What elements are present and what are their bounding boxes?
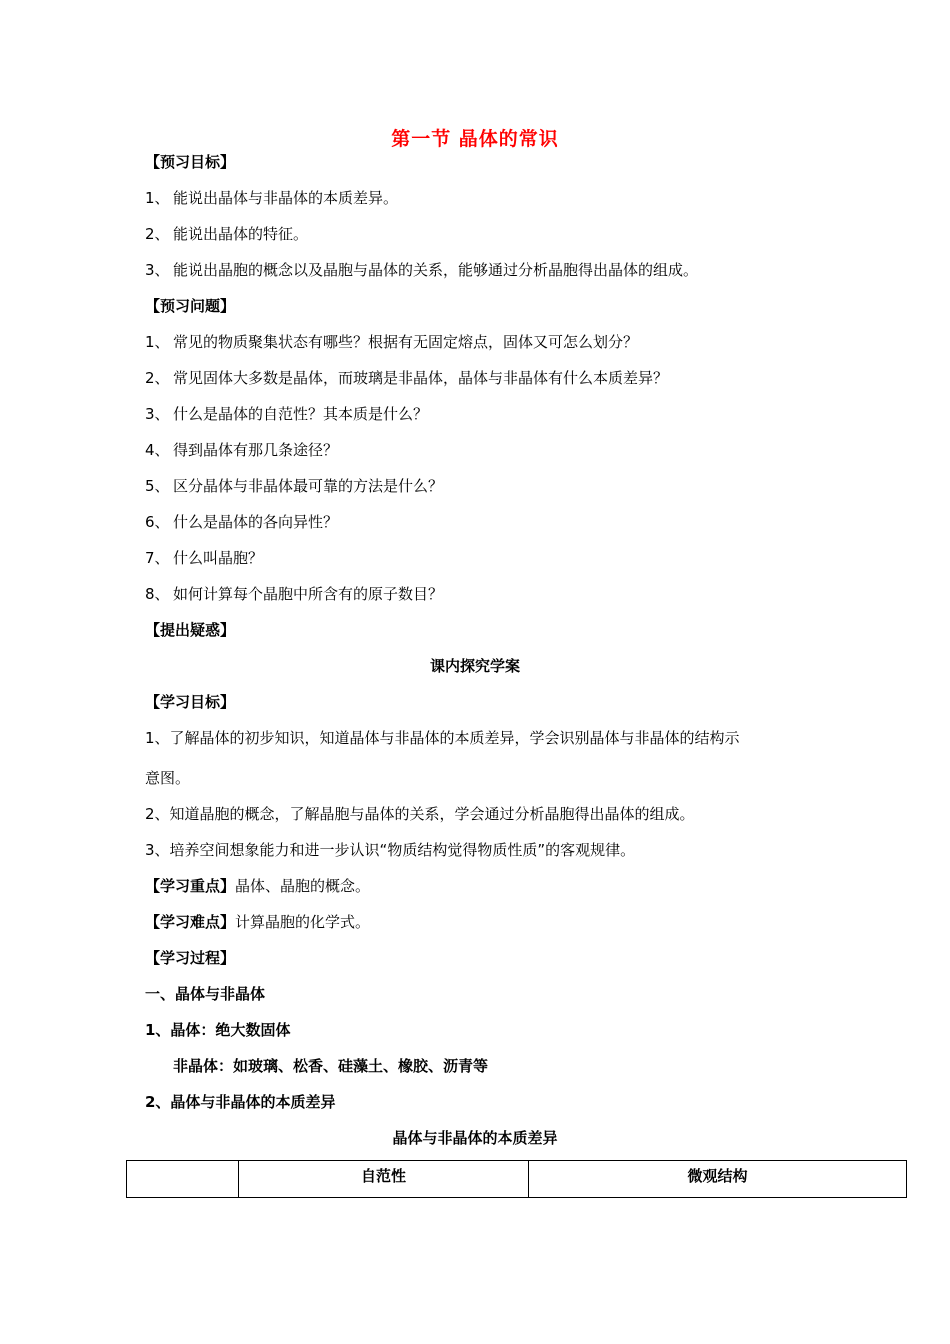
key-points-text: 晶体、晶胞的概念。 [235,877,371,895]
learning-goals-heading: 【学习目标】 [145,693,236,711]
preview-goals-heading: 【预习目标】 [145,153,236,171]
header-microstructure: 微观结构 [687,1167,748,1185]
item-text: 能说出晶胞的概念以及晶胞与晶体的关系，能够通过分析晶胞得出晶体的组成。 [173,261,699,279]
item-number: 6、 [145,513,170,531]
preview-goal-item [145,260,698,280]
difficult-points-heading: 【学习难点】 [145,913,236,931]
process-heading: 【学习过程】 [145,949,236,967]
item-text: 常见的物质聚集状态有哪些？根据有无固定熔点，固体又可怎么划分？ [173,333,639,351]
item-number: 3、 [145,405,170,423]
item-text: 得到晶体有那几条途径？ [173,441,339,459]
preview-question-item [145,440,338,460]
difficult-points-text: 计算晶胞的化学式。 [235,913,371,931]
inclass-title: 课内探究学案 [429,657,520,675]
item-number: 3、 [145,261,170,279]
comparison-table [126,1160,907,1198]
item-text: 如何计算每个晶胞中所含有的原子数目？ [173,585,444,603]
learning-goal-item: 1、了解晶体的初步知识，知道晶体与非晶体的本质差异，学会识别晶体与非晶体的结构示 [145,729,740,747]
item-number: 5、 [145,477,170,495]
item-number: 8、 [145,585,170,603]
preview-question-item [145,584,443,604]
process-subitem: 非晶体：如玻璃、松香、硅藻土、橡胶、沥青等 [173,1057,489,1075]
item-text: 能说出晶体的特征。 [173,225,309,243]
item-number: 2、 [145,369,170,387]
table-header-cell [239,1161,529,1198]
table-caption: 晶体与非晶体的本质差异 [392,1129,558,1147]
difficult-points [145,912,370,932]
item-text: 常见固体大多数是晶体，而玻璃是非晶体，晶体与非晶体有什么本质差异？ [173,369,669,387]
item-number: 2、 [145,225,170,243]
key-points-heading: 【学习重点】 [145,877,236,895]
item-text: 能说出晶体与非晶体的本质差异。 [173,189,399,207]
learning-goal-item-continued: 意图。 [145,769,191,787]
learning-goal-item: 2、知道晶胞的概念，了解晶胞与晶体的关系，学会通过分析晶胞得出晶体的组成。 [145,805,695,823]
preview-question-item [145,512,338,532]
item-text: 什么叫晶胞？ [173,549,264,567]
key-points [145,876,370,896]
item-number: 1、 [145,333,170,351]
preview-question-item [145,404,428,424]
item-number: 1、 [145,189,170,207]
item-text: 什么是晶体的自范性？其本质是什么？ [173,405,429,423]
item-number: 7、 [145,549,170,567]
learning-goal-item: 3、培养空间想象能力和进一步认识“物质结构觉得物质性质”的客观规律。 [145,841,636,859]
preview-goal-item [145,224,308,244]
preview-question-item [145,368,668,388]
preview-question-item [145,332,638,352]
preview-questions-heading: 【预习问题】 [145,297,236,315]
section-heading: 一、晶体与非晶体 [145,985,266,1003]
item-text: 什么是晶体的各向异性？ [173,513,339,531]
process-item: 2、晶体与非晶体的本质差异 [145,1093,336,1111]
doubts-heading: 【提出疑惑】 [145,621,236,639]
table-header-cell [127,1161,239,1198]
process-item: 1、晶体：绝大数固体 [145,1021,291,1039]
page-title: 第一节 晶体的常识 [391,128,559,150]
header-self-limiting: 自范性 [360,1167,406,1185]
table-row [127,1161,907,1198]
item-text: 区分晶体与非晶体最可靠的方法是什么？ [173,477,444,495]
preview-goal-item [145,188,398,208]
preview-question-item [145,476,443,496]
item-number: 4、 [145,441,170,459]
table-header-cell [529,1161,907,1198]
preview-question-item [145,548,263,568]
